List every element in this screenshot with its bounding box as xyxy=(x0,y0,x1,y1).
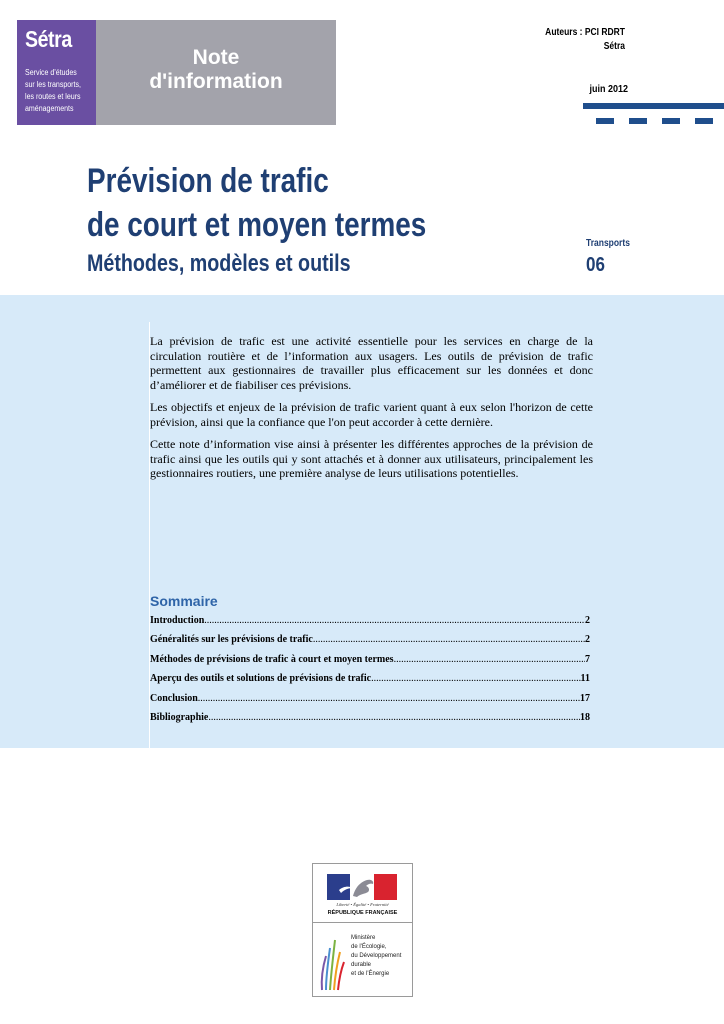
marianne-icon xyxy=(327,874,397,900)
toc-leader xyxy=(204,615,585,626)
toc-entry[interactable] xyxy=(150,712,590,731)
toc-label: Aperçu des outils et solutions de prévisions de trafic xyxy=(150,673,372,685)
tagline-line: Service d'études xyxy=(25,68,77,77)
document-title-line1: Prévision de trafic xyxy=(87,162,329,200)
publication-date: juin 2012 xyxy=(589,84,628,95)
tagline-line: les routes et leurs xyxy=(25,92,81,101)
ministry-emblem-icon xyxy=(317,928,347,992)
toc-leader xyxy=(313,634,585,645)
toc-page: 2 xyxy=(585,615,590,626)
toc-page: 7 xyxy=(585,653,590,665)
ministry-line: et de l'Énergie xyxy=(351,971,390,977)
header-dash xyxy=(695,118,713,124)
header-dash xyxy=(629,118,647,124)
toc-entry[interactable] xyxy=(150,693,590,712)
document-subtitle: Méthodes, modèles et outils xyxy=(87,250,351,277)
series-number: 06 xyxy=(586,254,605,276)
ministry-line: de l'Écologie, xyxy=(351,944,387,950)
header-rule xyxy=(583,103,724,109)
government-logo xyxy=(312,863,413,997)
note-title-line2: d'information xyxy=(149,70,283,93)
republic-name: RÉPUBLIQUE FRANÇAISE xyxy=(327,910,398,916)
toc-leader xyxy=(371,673,580,684)
setra-logo-block xyxy=(17,20,96,125)
abstract xyxy=(150,334,593,489)
toc-page: 11 xyxy=(580,673,590,685)
abstract-paragraph: La prévision de trafic est une activité essentielle pour les services en charge de la circulation routière et de l’information aux usagers. Les outils de prévision de trafic permettent aux gestionnaires de travailler plus efficacement sur les données et donc d’améliorer et de fiabiliser ces prévisions. xyxy=(150,334,593,392)
republic-motto: Liberté • Égalité • Fraternité xyxy=(336,902,389,907)
authors-line: Auteurs : PCI RDRT xyxy=(545,27,625,38)
toc-entry[interactable] xyxy=(150,673,590,692)
toc-entry[interactable] xyxy=(150,615,590,634)
sommaire-title: Sommaire xyxy=(150,593,218,609)
note-title xyxy=(96,46,336,94)
header-dash xyxy=(662,118,680,124)
series-name: Transports xyxy=(586,238,630,249)
abstract-paragraph: Les objectifs et enjeux de la prévision de trafic varient quant à eux selon l'horizon de cette prévision, ainsi que la confiance que l'on peut accorder à cette dernière. xyxy=(150,400,593,429)
note-title-line1: Note xyxy=(192,46,240,69)
logo-divider xyxy=(313,922,412,923)
abstract-paragraph: Cette note d’information vise ainsi à présenter les différentes approches de la prévision de trafic ainsi que les outils qui y sont attachés et à donner aux utilisateurs, principalement les gestionnaires routiers, une première analyse de leurs utilisations potentielles. xyxy=(150,437,593,480)
toc-leader xyxy=(208,712,580,723)
tagline-line: sur les transports, xyxy=(25,80,81,89)
toc-page: 2 xyxy=(585,634,590,646)
header-dash xyxy=(596,118,614,124)
table-of-contents xyxy=(150,615,590,731)
toc-page: 17 xyxy=(580,692,590,704)
setra-logo: Sétra xyxy=(25,26,72,52)
setra-tagline xyxy=(25,67,95,115)
document-title-line2: de court et moyen termes xyxy=(87,206,427,244)
toc-entry[interactable] xyxy=(150,654,590,673)
toc-entry[interactable] xyxy=(150,634,590,653)
toc-label: Bibliographie xyxy=(150,711,209,723)
tagline-line: aménagements xyxy=(25,104,74,113)
ministry-name xyxy=(351,934,411,979)
authors xyxy=(536,26,625,54)
toc-label: Généralités sur les prévisions de trafic xyxy=(150,634,313,646)
toc-leader xyxy=(394,654,585,665)
authors-line: Sétra xyxy=(603,41,625,52)
ministry-line: durable xyxy=(351,962,372,968)
ministry-line: du Développement xyxy=(351,953,402,959)
note-banner xyxy=(96,20,336,125)
toc-page: 18 xyxy=(580,711,590,723)
ministry-line: Ministère xyxy=(351,935,376,941)
toc-label: Introduction xyxy=(150,615,205,626)
toc-leader xyxy=(198,693,580,704)
toc-label: Méthodes de prévisions de trafic à court et moyen termes xyxy=(150,653,394,665)
toc-label: Conclusion xyxy=(150,692,198,704)
